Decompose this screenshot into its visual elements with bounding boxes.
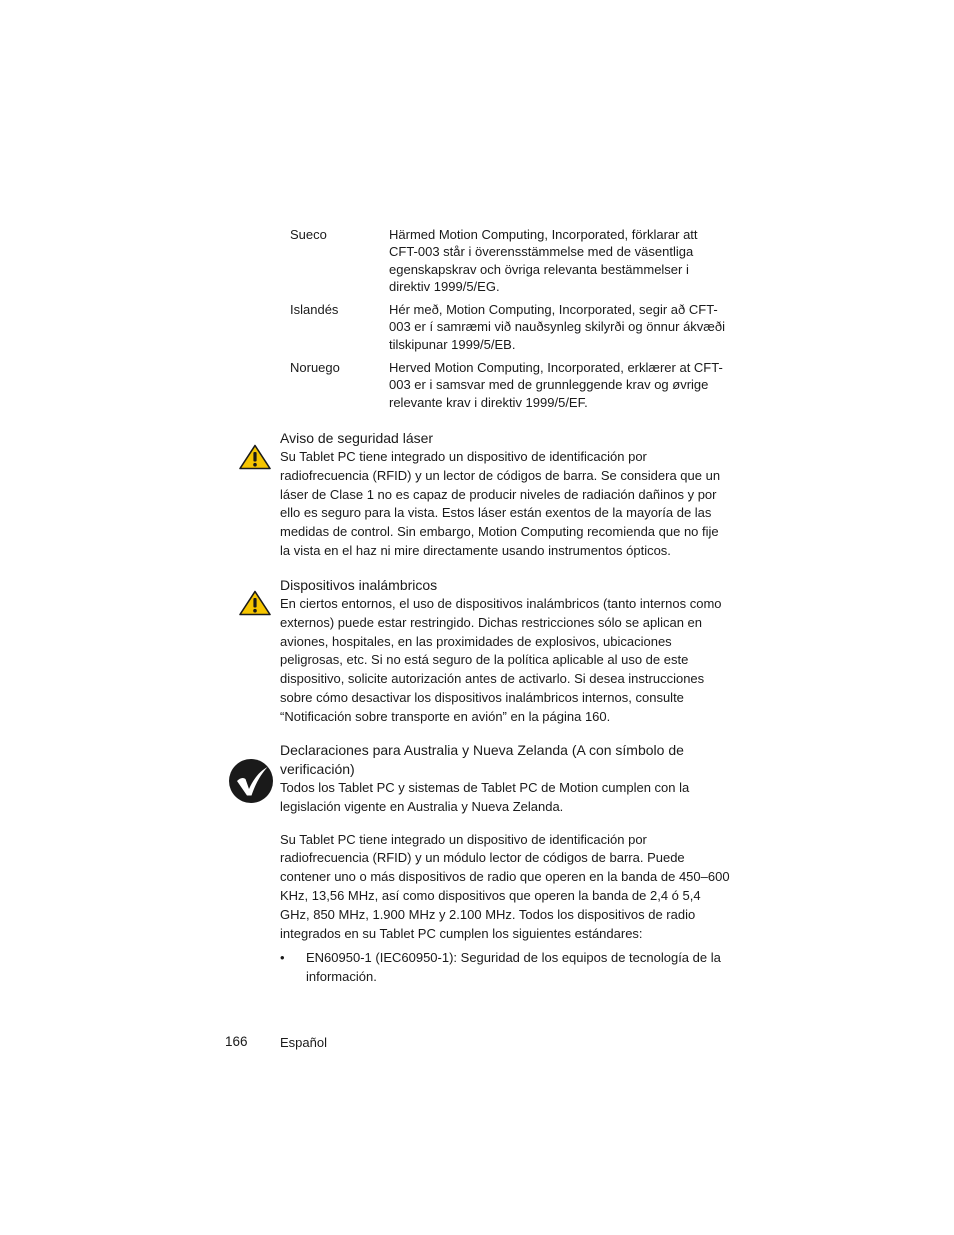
warning-icon	[239, 444, 271, 470]
declaration-row	[290, 359, 730, 411]
wireless-devices-section	[280, 576, 732, 727]
laser-safety-heading: Aviso de seguridad láser	[280, 430, 434, 446]
list-item	[280, 949, 732, 986]
laser-safety-body: Su Tablet PC tiene integrado un dispositivo de identificación por radiofrecuencia (RFID) y un lector de códigos de barra. Se considera que un láser de Clase 1 no es capaz de producir niveles de radiación dañinos y por ello es seguro para la vista. Estos láser están exentos de la mayoría de las medidas de control. Sin embargo, Motion Computing recomienda que no fije la vista en el haz ni mire directamente usando instrumentos ópticos.	[280, 449, 721, 558]
wireless-devices-heading: Dispositivos inalámbricos	[280, 577, 438, 593]
declaration-language: Sueco	[290, 227, 327, 242]
declaration-language: Islandés	[290, 302, 339, 318]
declaration-text: Härmed Motion Computing, Incorporated, förklarar att CFT-003 står i överensstämmelse med de väsentliga egenskapskrav och övriga relevanta bestämmelser i direktiv 1999/5/EG.	[389, 227, 698, 294]
declaration-text: Hér með, Motion Computing, Incorporated, segir að CFT-003 er í samræmi við nauðsynleg skilyrði og önnur ákvæði tilskipunar 1999/5/EB.	[389, 302, 725, 352]
list-item-text: EN60950-1 (IEC60950-1): Seguridad de los equipos de tecnología de la información.	[306, 950, 721, 984]
standards-list	[280, 949, 732, 986]
declaration-row	[290, 301, 730, 359]
declaration-text: Herved Motion Computing, Incorporated, erklærer at CFT-003 er i samsvar med de grunnleggende krav og øvrige relevante krav i direktiv 1999/5/EF.	[389, 360, 723, 410]
declaration-language: Noruego	[290, 360, 340, 376]
wireless-devices-body: En ciertos entornos, el uso de dispositivos inalámbricos (tanto internos como externos) puede estar restringido. Dichas restricciones sólo se aplican en aviones, hospitales, en las proximidades de explosivos, ubicaciones peligrosas, etc. Si no está seguro de la política aplicable al uso de este dispositivo, solicite autorización antes de activarlo. Si desea instrucciones sobre cómo desactivar los dispositivos inalámbricos internos, consulte “Notificación sobre transporte en avión” en la página 160.	[280, 596, 722, 724]
australia-nz-section	[280, 741, 732, 986]
bullet-marker: •	[280, 950, 285, 966]
australia-nz-heading: Declaraciones para Australia y Nueva Zelanda (A con símbolo de verificación)	[280, 742, 684, 777]
declaration-row	[290, 226, 730, 301]
warning-icon	[239, 590, 271, 616]
page-number: 166	[225, 1034, 248, 1049]
declarations-table	[290, 226, 730, 411]
c-tick-mark-icon	[228, 758, 274, 804]
laser-safety-section	[280, 429, 732, 561]
australia-nz-body-1: Todos los Tablet PC y sistemas de Tablet PC de Motion cumplen con la legislación vigente en Australia y Nueva Zelanda.	[280, 780, 690, 814]
australia-nz-body-2: Su Tablet PC tiene integrado un dispositivo de identificación por radiofrecuencia (RFID) y un módulo lector de códigos de barra. Puede contener uno o más dispositivos de radio que operen en la banda de 450–600 KHz, 13,56 MHz, así como dispositivos que operen la banda de 2,4 ó 5,4 GHz, 850 MHz, 1.900 MHz y 2.100 MHz. Todos los dispositivos de radio integrados en su Tablet PC cumplen los siguientes estándares:	[280, 831, 730, 941]
footer-section-label: Español	[280, 1035, 327, 1050]
